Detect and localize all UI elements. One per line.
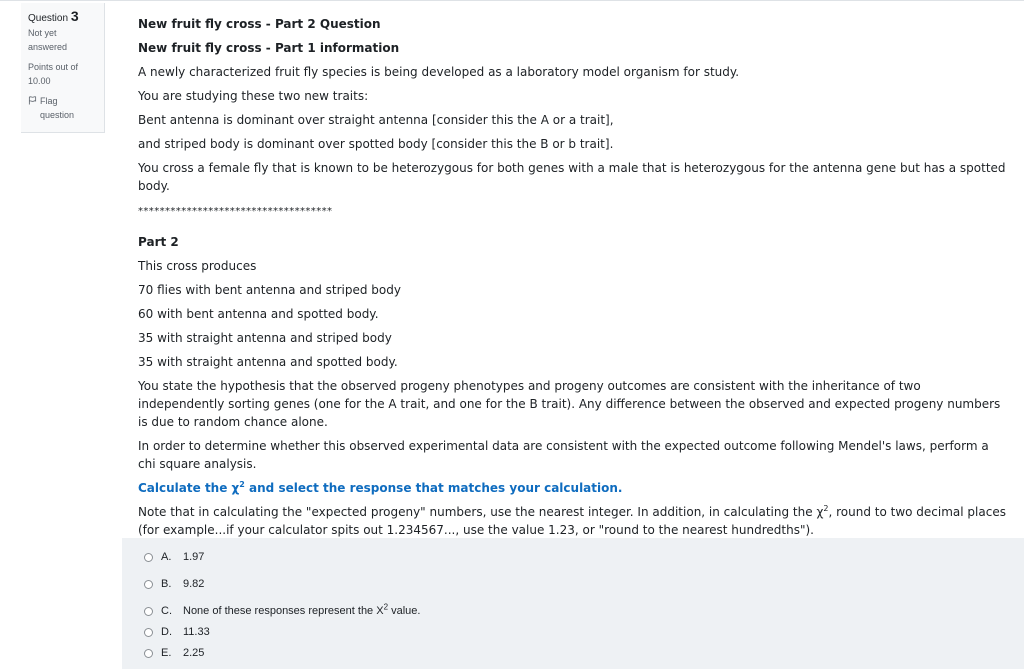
instruction-sup: 2 [239, 480, 245, 489]
radio-button-c[interactable] [144, 607, 153, 616]
question-text [138, 15, 1008, 545]
option-text [183, 602, 421, 617]
note-sup: 2 [823, 504, 829, 513]
radio-button-b[interactable] [144, 580, 153, 589]
option-letter: B. [161, 578, 172, 590]
trait-a-line: Bent antenna is dominant over straight antenna [consider this the A or a trait], [138, 113, 614, 127]
part-heading: Part 2 [138, 235, 179, 249]
answer-options [122, 538, 1024, 669]
separator-stars: ************************************ [138, 206, 333, 217]
question-number [28, 8, 104, 24]
option-letter: A. [161, 551, 172, 563]
note-paragraph [138, 503, 1008, 539]
cross-produces-line: This cross produces [138, 259, 257, 273]
progeny-line-4: 35 with straight antenna and spotted body. [138, 355, 398, 369]
question-number-value: 3 [70, 8, 79, 24]
progeny-line-1: 70 flies with bent antenna and striped body [138, 283, 401, 297]
question-label: Question [28, 13, 69, 24]
flag-line-1: Flag [40, 96, 58, 106]
instruction-text-a: Calculate the χ [138, 481, 240, 495]
trait-b-line: and striped body is dominant over spotted body [consider this the B or b trait]. [138, 137, 614, 151]
option-text: 11.33 [183, 626, 210, 638]
question-grade [28, 60, 104, 88]
note-text-b: , round to two decimal places (for example...if your calculator spits out 1.234567..., use the value 1.23, or "round to the nearest hundredths"). [138, 505, 1006, 537]
option-text: 2.25 [183, 647, 205, 659]
progeny-line-3: 35 with straight antenna and striped body [138, 331, 392, 345]
hypothesis-paragraph: You state the hypothesis that the observed progeny phenotypes and progeny outcomes are consistent with the inheritance of two independently sorting genes (one for the A trait, and one for the B trait). Any difference between the observed and expected progeny numbers is due to random chance alone. [138, 379, 1001, 429]
state-line-2: answered [28, 42, 68, 52]
top-divider [0, 0, 1024, 1]
option-text-b: value. [388, 605, 421, 617]
question-subtitle: New fruit fly cross - Part 1 information [138, 41, 400, 55]
answer-option-b[interactable] [144, 578, 204, 590]
note-text-a: Note that in calculating the "expected progeny" numbers, use the nearest integer. In addition, in calculating the χ [138, 505, 824, 519]
flag-question-button[interactable] [28, 94, 104, 122]
question-state [28, 26, 104, 54]
flag-outline-icon [28, 96, 37, 105]
question-title: New fruit fly cross - Part 2 Question [138, 17, 381, 31]
radio-button-e[interactable] [144, 649, 153, 658]
option-text: 1.97 [183, 551, 205, 563]
radio-button-a[interactable] [144, 553, 153, 562]
option-letter: C. [161, 605, 172, 617]
answer-option-c[interactable] [144, 602, 421, 617]
question-info-panel [21, 3, 105, 133]
radio-button-d[interactable] [144, 628, 153, 637]
instruction-text-b: and select the response that matches your calculation. [244, 481, 623, 495]
cross-description: You cross a female fly that is known to be heterozygous for both genes with a male that is heterozygous for the antenna gene but has a spotted body. [138, 161, 1006, 193]
instruction-line [138, 479, 1008, 497]
answer-option-d[interactable] [144, 626, 210, 638]
traits-intro: You are studying these two new traits: [138, 89, 369, 103]
option-letter: D. [161, 626, 172, 638]
intro-paragraph: A newly characterized fruit fly species is being developed as a laboratory model organism for study. [138, 65, 740, 79]
grade-line-1: Points out of [28, 62, 79, 72]
option-text-a: None of these responses represent the X [183, 605, 384, 617]
option-text: 9.82 [183, 578, 205, 590]
state-line-1: Not yet [28, 28, 57, 38]
answer-option-e[interactable] [144, 647, 204, 659]
option-letter: E. [161, 647, 172, 659]
grade-line-2: 10.00 [28, 76, 51, 86]
question-content [122, 3, 1024, 669]
flag-line-2: question [40, 110, 75, 120]
chi-square-paragraph: In order to determine whether this observed experimental data are consistent with the expected outcome following Mendel's laws, perform a chi square analysis. [138, 439, 989, 471]
answer-option-a[interactable] [144, 551, 204, 563]
progeny-line-2: 60 with bent antenna and spotted body. [138, 307, 379, 321]
option-sup: 2 [383, 602, 389, 612]
